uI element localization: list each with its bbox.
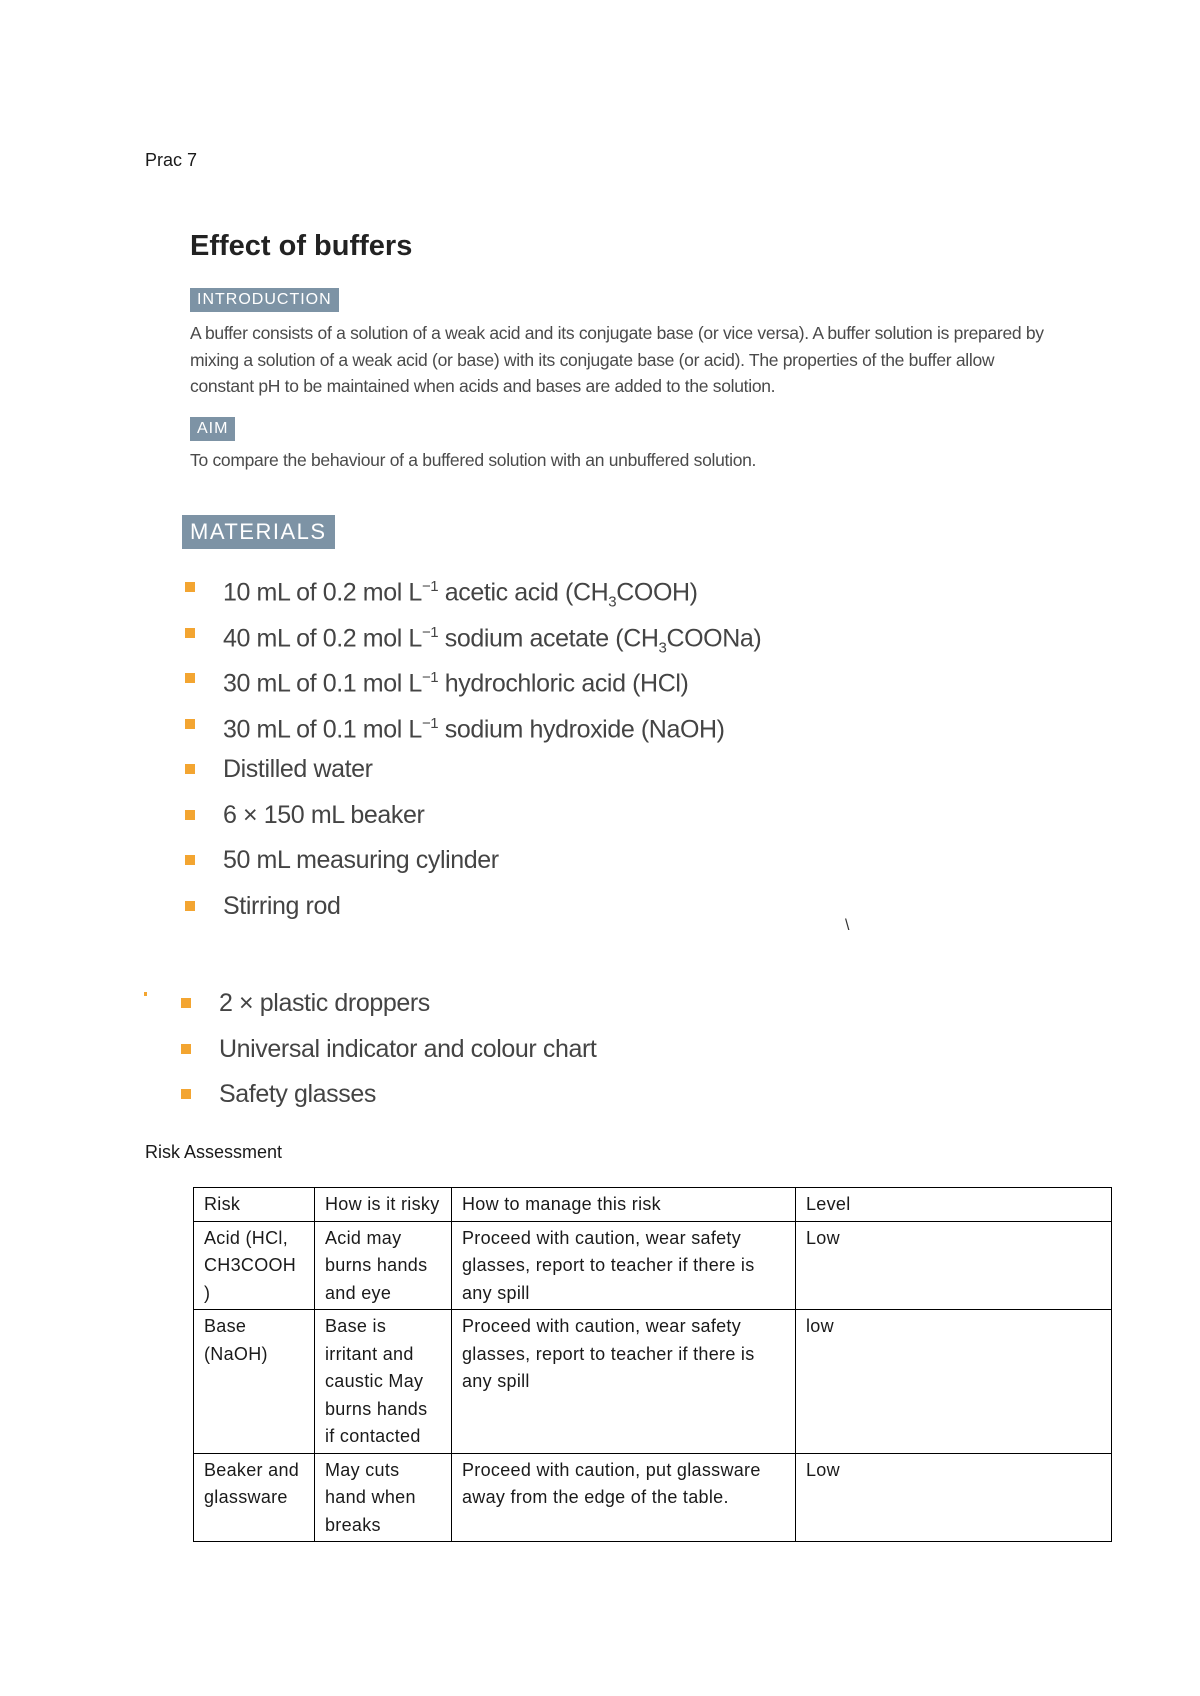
aim-text: To compare the behaviour of a buffered solution with an unbuffered solution. <box>190 450 757 470</box>
table-row <box>194 1310 1112 1454</box>
materials-list <box>183 572 761 936</box>
header-cell: How to manage this risk <box>452 1188 796 1222</box>
header-cell: Level <box>796 1188 1112 1222</box>
introduction-text: A buffer consists of a solution of a weak acid and its conjugate base (or vice versa). A buffer solution is prepared by mixing a solution of a weak acid (or base) with its conjugate base (or acid). The properties of the buffer allow constant pH to be maintained when acids and bases are added to the solution. <box>190 323 1044 396</box>
table-header-row <box>194 1188 1112 1222</box>
square-bullet-icon <box>181 1089 191 1099</box>
table-cell: Acid (HCl, CH3COOH ) <box>194 1221 315 1310</box>
material-item: 2 × plastic droppers <box>179 988 596 1034</box>
table-row <box>194 1453 1112 1542</box>
table-cell: Proceed with caution, wear safety glasses, report to teacher if there is any spill <box>452 1310 796 1454</box>
table-cell: low <box>796 1310 1112 1454</box>
square-bullet-icon <box>185 764 195 774</box>
material-item: Stirring rod <box>183 891 761 937</box>
material-item: Distilled water <box>183 754 761 800</box>
table-row <box>194 1221 1112 1310</box>
table-cell: Base (NaOH) <box>194 1310 315 1454</box>
stray-dot <box>144 992 147 996</box>
table-cell: Low <box>796 1453 1112 1542</box>
square-bullet-icon <box>181 998 191 1008</box>
header-cell: How is it risky <box>315 1188 452 1222</box>
table-cell: Base is irritant and caustic May burns hands if contacted <box>315 1310 452 1454</box>
table-cell: Acid may burns hands and eye <box>315 1221 452 1310</box>
risk-assessment-heading: Risk Assessment <box>145 1142 283 1162</box>
square-bullet-icon <box>185 628 195 638</box>
table-cell: Low <box>796 1221 1112 1310</box>
material-item: 30 mL of 0.1 mol $L^{-1}$ hydrochloric acid (HCl) <box>183 663 761 709</box>
square-bullet-icon <box>185 901 195 911</box>
aim-tag: AIM <box>190 417 235 441</box>
materials-list-continued <box>179 988 596 1125</box>
material-item: Universal indicator and colour chart <box>179 1034 596 1080</box>
square-bullet-icon <box>185 673 195 683</box>
page-title: Effect of buffers <box>190 230 413 262</box>
square-bullet-icon <box>185 855 195 865</box>
stray-mark: \ <box>845 917 850 934</box>
material-item: Safety glasses <box>179 1079 596 1125</box>
table-cell: Beaker and glassware <box>194 1453 315 1542</box>
material-item: 40 mL of 0.2 mol $L^{-1}$ sodium acetate $(CH_3COONa)$ <box>183 618 761 664</box>
risk-assessment-table <box>193 1187 1112 1542</box>
material-item: 30 mL of 0.1 mol $L^{-1}$ sodium hydroxide (NaOH) <box>183 709 761 755</box>
square-bullet-icon <box>185 719 195 729</box>
material-item: 6 × 150 mL beaker <box>183 800 761 846</box>
header-cell: Risk <box>194 1188 315 1222</box>
materials-tag: MATERIALS <box>182 515 335 549</box>
introduction-tag: INTRODUCTION <box>190 288 339 312</box>
table-cell: Proceed with caution, wear safety glasses, report to teacher if there is any spill <box>452 1221 796 1310</box>
practical-label: Prac 7 <box>145 150 198 170</box>
square-bullet-icon <box>181 1044 191 1054</box>
material-item: 50 mL measuring cylinder <box>183 845 761 891</box>
square-bullet-icon <box>185 810 195 820</box>
square-bullet-icon <box>185 582 195 592</box>
table-cell: Proceed with caution, put glassware away from the edge of the table. <box>452 1453 796 1542</box>
table-cell: May cuts hand when breaks <box>315 1453 452 1542</box>
material-item: 10 mL of 0.2 mol $L^{-1}$ acetic acid $(CH_3COOH)$ <box>183 572 761 618</box>
